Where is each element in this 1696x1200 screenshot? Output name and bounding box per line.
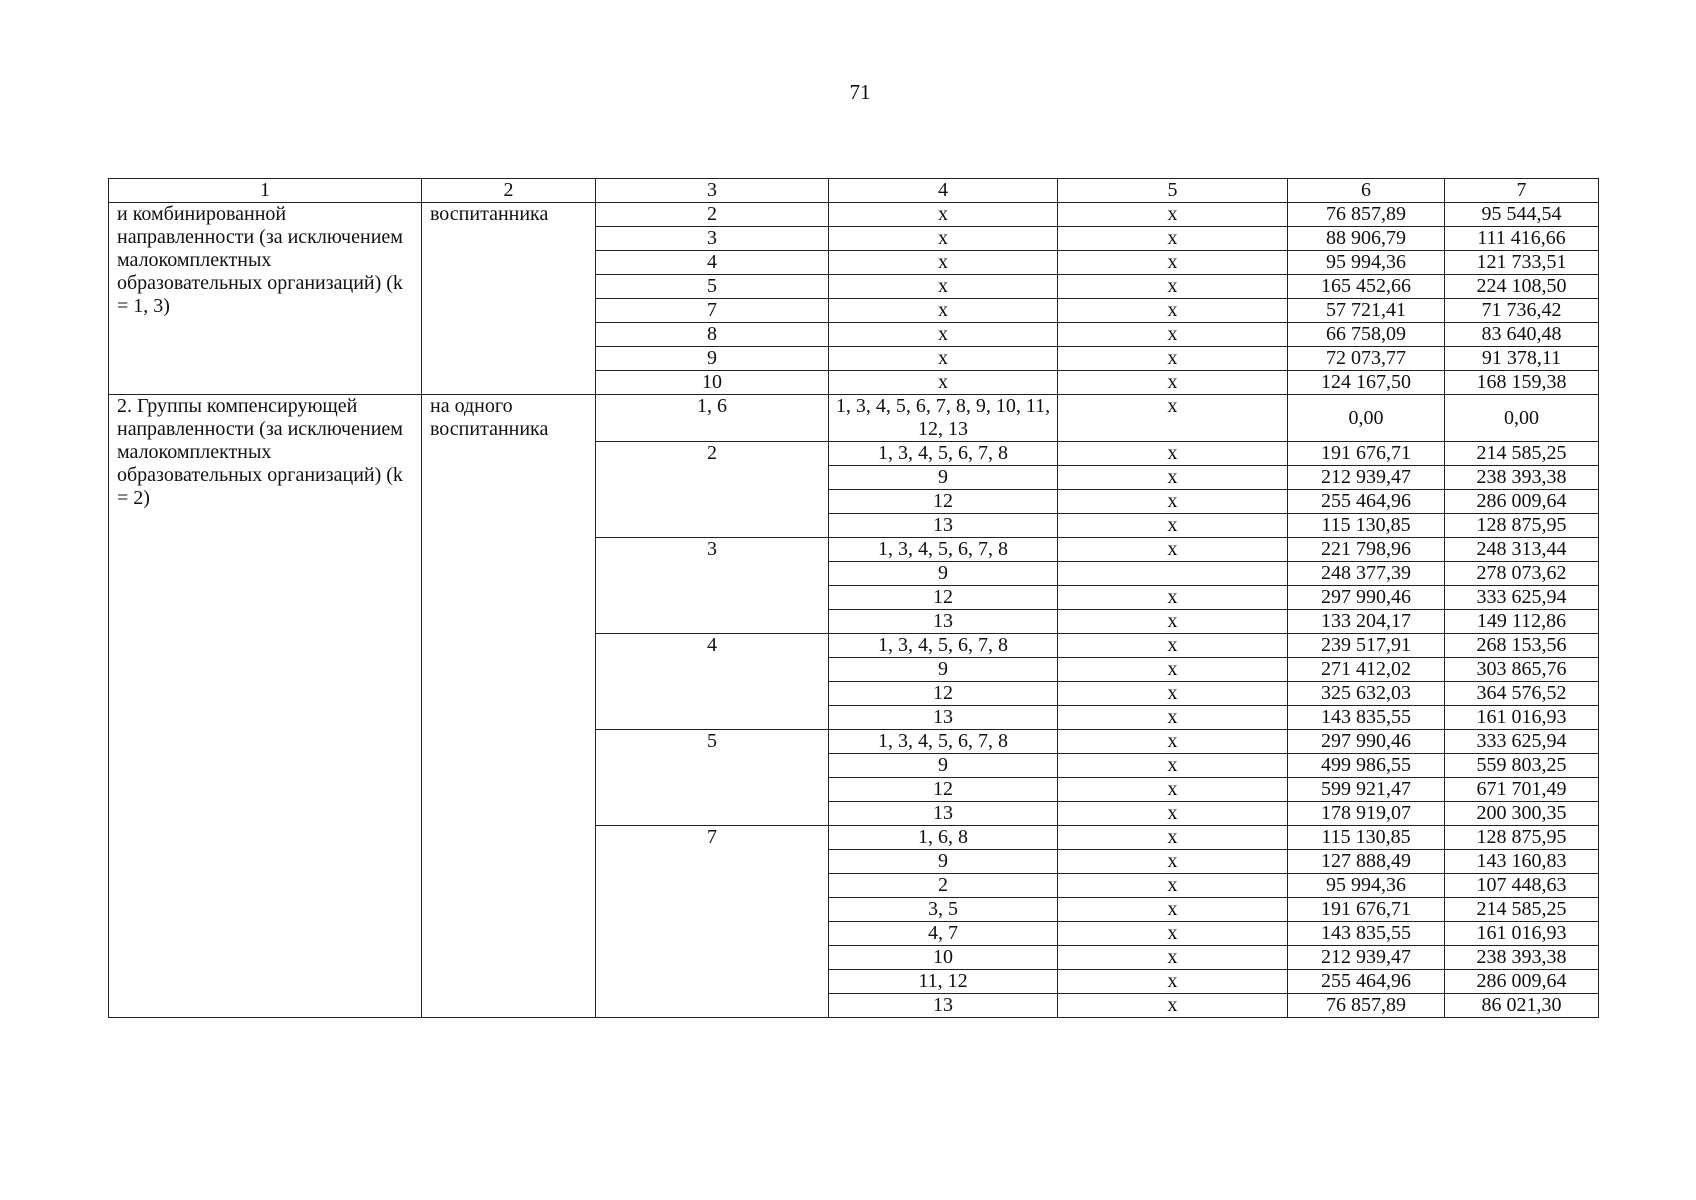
cell-col6: 143 835,55 [1288,922,1445,946]
header-cell-2: 2 [422,179,596,203]
cell-col4: 9 [829,658,1058,682]
cell-col4: 13 [829,802,1058,826]
cell-col4: 9 [829,754,1058,778]
cell-col7: 214 585,25 [1445,898,1599,922]
cell-col4: 13 [829,514,1058,538]
cell-col4: 9 [829,850,1058,874]
cell-col3: 3 [596,227,829,251]
cell-col5: x [1058,778,1288,802]
cell-col4: 12 [829,586,1058,610]
cell-col7: 268 153,56 [1445,634,1599,658]
group-description: 2. Группы компенсирующей направленности (за исключением малокомплектных образовательных организаций) (k = 2) [109,395,422,1018]
cell-col7: 333 625,94 [1445,586,1599,610]
cell-col6: 212 939,47 [1288,466,1445,490]
cell-col6: 72 073,77 [1288,347,1445,371]
cell-col5: x [1058,802,1288,826]
cell-col6: 221 798,96 [1288,538,1445,562]
cell-col6: 57 721,41 [1288,299,1445,323]
unit-label: воспитанника [422,203,596,395]
cell-col5: x [1058,946,1288,970]
cell-col3: 1, 6 [596,395,829,442]
cell-col7: 128 875,95 [1445,826,1599,850]
header-cell-5: 5 [1058,179,1288,203]
cell-col5: x [1058,395,1288,442]
cell-col7: 286 009,64 [1445,490,1599,514]
cell-col4: 3, 5 [829,898,1058,922]
cell-col4: 12 [829,682,1058,706]
cell-col4: 10 [829,946,1058,970]
cell-col4: x [829,323,1058,347]
cell-col4: 12 [829,490,1058,514]
cell-col6: 191 676,71 [1288,442,1445,466]
cell-col4: 13 [829,706,1058,730]
cell-col3: 8 [596,323,829,347]
cell-col7: 107 448,63 [1445,874,1599,898]
cell-col6: 499 986,55 [1288,754,1445,778]
cell-col5: x [1058,203,1288,227]
cell-col4: 1, 3, 4, 5, 6, 7, 8, 9, 10, 11, 12, 13 [829,395,1058,442]
cell-col5: x [1058,898,1288,922]
table-body [109,179,1599,1018]
cell-col7: 71 736,42 [1445,299,1599,323]
cell-col4: 1, 3, 4, 5, 6, 7, 8 [829,442,1058,466]
cell-col6: 212 939,47 [1288,946,1445,970]
cell-col5: x [1058,538,1288,562]
cell-col5: x [1058,275,1288,299]
cell-col5: x [1058,466,1288,490]
header-cell-3: 3 [596,179,829,203]
table-row [109,395,1599,442]
cell-col3: 5 [596,275,829,299]
cell-col6: 66 758,09 [1288,323,1445,347]
page-number: 71 [849,80,871,104]
cell-col4: x [829,203,1058,227]
table-row [109,203,1599,227]
cell-col5: x [1058,850,1288,874]
cell-col7: 121 733,51 [1445,251,1599,275]
cell-col6: 115 130,85 [1288,826,1445,850]
cell-col7: 559 803,25 [1445,754,1599,778]
cell-col6: 88 906,79 [1288,227,1445,251]
cell-col5: x [1058,994,1288,1018]
cell-col4: 2 [829,874,1058,898]
cell-col7: 161 016,93 [1445,922,1599,946]
cell-col7: 128 875,95 [1445,514,1599,538]
cell-col6: 297 990,46 [1288,586,1445,610]
header-cell-1: 1 [109,179,422,203]
cell-col3: 7 [596,299,829,323]
cell-col4: 13 [829,994,1058,1018]
cell-col6: 297 990,46 [1288,730,1445,754]
cell-col5: x [1058,371,1288,395]
cell-col5: x [1058,299,1288,323]
unit-label: на одного воспитанника [422,395,596,1018]
cell-col7: 91 378,11 [1445,347,1599,371]
cell-col3: 4 [596,251,829,275]
cell-col5: x [1058,251,1288,275]
cell-col6: 76 857,89 [1288,203,1445,227]
cell-col7: 83 640,48 [1445,323,1599,347]
cell-col4: x [829,299,1058,323]
cell-col5: x [1058,323,1288,347]
cell-col7: 143 160,83 [1445,850,1599,874]
cell-col3: 7 [596,826,829,1018]
cell-col5: x [1058,922,1288,946]
cell-col7: 214 585,25 [1445,442,1599,466]
cell-col4: x [829,371,1058,395]
cell-col6: 133 204,17 [1288,610,1445,634]
cell-col6: 239 517,91 [1288,634,1445,658]
cell-col3: 2 [596,442,829,538]
cell-col4: 9 [829,562,1058,586]
cell-col5: x [1058,658,1288,682]
cell-col6: 255 464,96 [1288,970,1445,994]
cell-col6: 76 857,89 [1288,994,1445,1018]
cell-col4: 1, 3, 4, 5, 6, 7, 8 [829,634,1058,658]
cell-col6: 95 994,36 [1288,251,1445,275]
cell-col6: 325 632,03 [1288,682,1445,706]
cell-col3: 5 [596,730,829,826]
cell-col7: 278 073,62 [1445,562,1599,586]
cell-col4: 1, 6, 8 [829,826,1058,850]
cell-col5: x [1058,610,1288,634]
cell-col7: 224 108,50 [1445,275,1599,299]
cell-col5: x [1058,586,1288,610]
cell-col7: 248 313,44 [1445,538,1599,562]
cell-col4: 9 [829,466,1058,490]
cell-col4: x [829,251,1058,275]
header-cell-6: 6 [1288,179,1445,203]
cell-col6: 127 888,49 [1288,850,1445,874]
cell-col5: x [1058,227,1288,251]
cell-col6: 95 994,36 [1288,874,1445,898]
cell-col3: 2 [596,203,829,227]
cell-col6: 178 919,07 [1288,802,1445,826]
cell-col6: 255 464,96 [1288,490,1445,514]
cell-col5: x [1058,442,1288,466]
cell-col4: 1, 3, 4, 5, 6, 7, 8 [829,538,1058,562]
cell-col7: 671 701,49 [1445,778,1599,802]
cell-col5: x [1058,706,1288,730]
cell-col4: x [829,275,1058,299]
tariff-table [108,178,1599,1018]
cell-col7: 161 016,93 [1445,706,1599,730]
cell-col3: 4 [596,634,829,730]
cell-col5: x [1058,826,1288,850]
cell-col7: 364 576,52 [1445,682,1599,706]
cell-col6: 271 412,02 [1288,658,1445,682]
cell-col6: 124 167,50 [1288,371,1445,395]
cell-col3: 9 [596,347,829,371]
cell-col7: 200 300,35 [1445,802,1599,826]
group-description: и комбинированной направленности (за исключением малокомплектных образовательных организаций) (k = 1, 3) [109,203,422,395]
cell-col5 [1058,562,1288,586]
cell-col6: 248 377,39 [1288,562,1445,586]
cell-col5: x [1058,730,1288,754]
cell-col7: 238 393,38 [1445,946,1599,970]
cell-col4: x [829,347,1058,371]
cell-col5: x [1058,490,1288,514]
cell-col3: 3 [596,538,829,634]
cell-col6: 191 676,71 [1288,898,1445,922]
cell-col5: x [1058,634,1288,658]
cell-col7: 111 416,66 [1445,227,1599,251]
cell-col7: 95 544,54 [1445,203,1599,227]
cell-col7: 286 009,64 [1445,970,1599,994]
cell-col6: 115 130,85 [1288,514,1445,538]
header-row [109,179,1599,203]
cell-col5: x [1058,347,1288,371]
cell-col7: 333 625,94 [1445,730,1599,754]
cell-col4: 13 [829,610,1058,634]
cell-col7: 0,00 [1445,395,1599,442]
cell-col4: 12 [829,778,1058,802]
cell-col5: x [1058,682,1288,706]
cell-col7: 303 865,76 [1445,658,1599,682]
cell-col6: 599 921,47 [1288,778,1445,802]
header-cell-4: 4 [829,179,1058,203]
cell-col5: x [1058,874,1288,898]
cell-col4: 11, 12 [829,970,1058,994]
cell-col5: x [1058,514,1288,538]
cell-col4: 4, 7 [829,922,1058,946]
cell-col7: 149 112,86 [1445,610,1599,634]
cell-col6: 0,00 [1288,395,1445,442]
cell-col7: 238 393,38 [1445,466,1599,490]
cell-col6: 165 452,66 [1288,275,1445,299]
cell-col6: 143 835,55 [1288,706,1445,730]
cell-col7: 168 159,38 [1445,371,1599,395]
cell-col4: 1, 3, 4, 5, 6, 7, 8 [829,730,1058,754]
cell-col5: x [1058,970,1288,994]
cell-col5: x [1058,754,1288,778]
header-cell-7: 7 [1445,179,1599,203]
cell-col4: x [829,227,1058,251]
cell-col3: 10 [596,371,829,395]
cell-col7: 86 021,30 [1445,994,1599,1018]
